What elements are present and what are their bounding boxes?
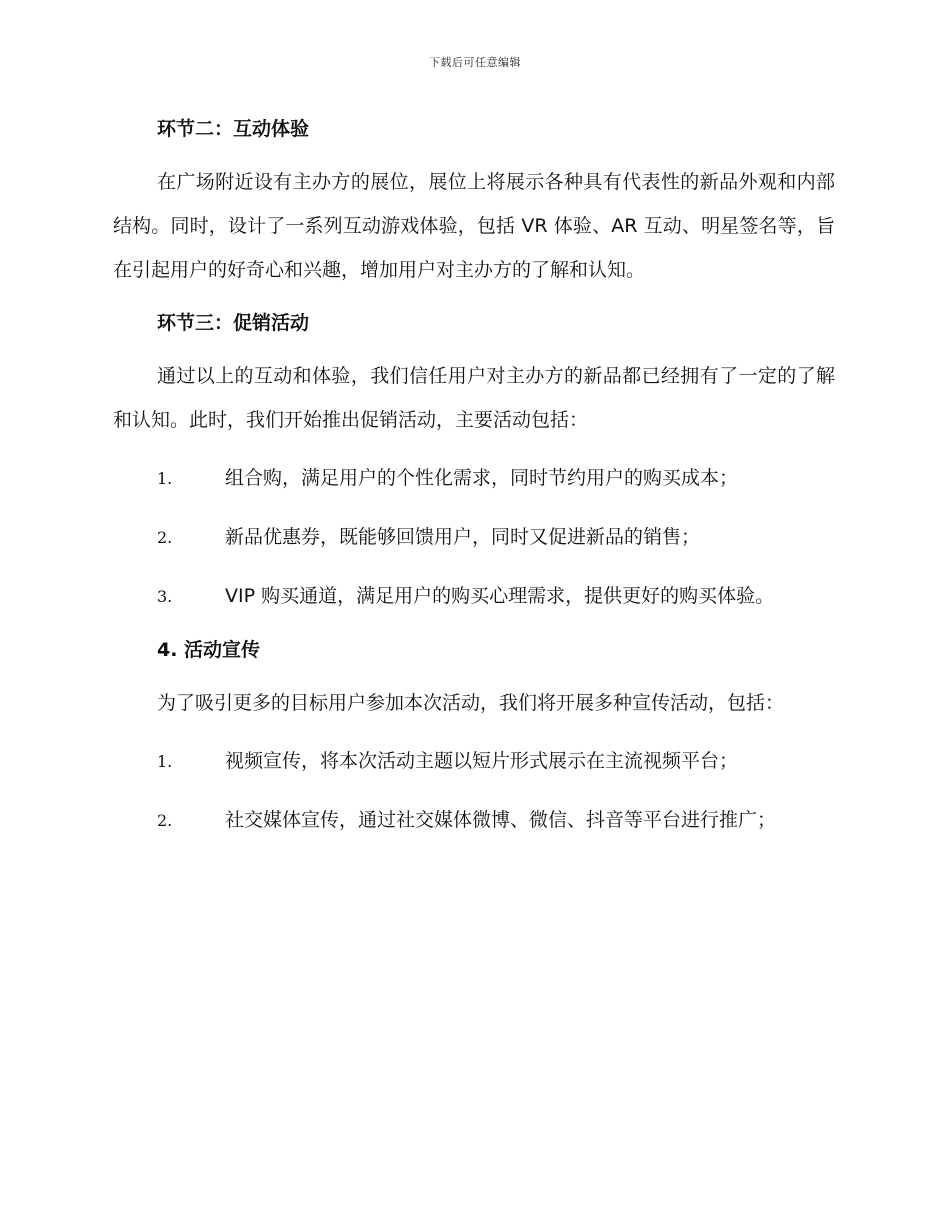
list-item [113, 574, 835, 619]
document-body [113, 112, 835, 857]
section-heading-interaction: 环节二：互动体验 [157, 118, 310, 140]
list-number: 3. [157, 587, 173, 606]
paragraph-interaction: 在广场附近设有主办方的展位，展位上将展示各种具有代表性的新品外观和内部结构。同时，设计了一系列互动游戏体验，包括 VR 体验、AR 互动、明星签名等，旨在引起用户的好奇心和兴趣，增加用户对主办方的了解和认知。 [113, 171, 835, 281]
list-number: 2. [157, 811, 173, 830]
promotion-list [113, 456, 835, 619]
list-text: 社交媒体宣传，通过社交媒体微博、微信、抖音等平台进行推广； [225, 809, 777, 831]
paragraph-promotion: 通过以上的互动和体验，我们信任用户对主办方的新品都已经拥有了一定的了解和认知。此时，我们开始推出促销活动，主要活动包括： [113, 365, 835, 431]
publicity-list [113, 739, 835, 843]
list-item [113, 798, 835, 843]
paragraph-publicity: 为了吸引更多的目标用户参加本次活动，我们将开展多种宣传活动，包括： [157, 692, 785, 714]
section-heading-publicity: 4. 活动宣传 [157, 639, 261, 661]
list-item [113, 456, 835, 501]
list-item [113, 739, 835, 784]
page-header-note: 下载后可任意编辑 [429, 56, 521, 69]
list-text: 新品优惠券，既能够回馈用户，同时又促进新品的销售； [225, 526, 701, 548]
list-text: VIP 购买通道，满足用户的购买心理需求，提供更好的购买体验。 [225, 585, 775, 607]
list-number: 2. [157, 528, 173, 547]
list-number: 1. [157, 752, 173, 771]
list-number: 1. [157, 469, 173, 488]
list-item [113, 515, 835, 560]
list-text: 组合购，满足用户的个性化需求，同时节约用户的购买成本； [225, 467, 739, 489]
section-heading-promotion: 环节三：促销活动 [157, 312, 310, 334]
list-text: 视频宣传，将本次活动主题以短片形式展示在主流视频平台； [225, 750, 739, 772]
